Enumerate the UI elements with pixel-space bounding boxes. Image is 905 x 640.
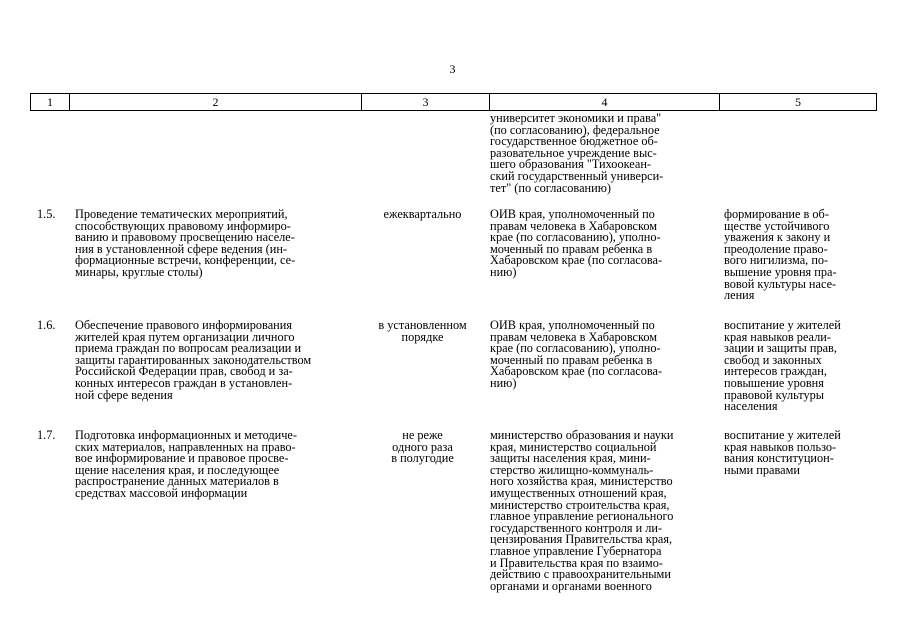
row-1-6-number: 1.6. — [37, 318, 56, 332]
table-header-row — [30, 93, 877, 111]
row-1-5-executors: ОИВ края, уполномоченный по правам человека в Хабаровском крае (по согласованию), уполно- моченный по правам ребенка в Хабаровском крае (по согласова- нию) — [490, 207, 663, 279]
row-1-6-frequency: в установленном порядке — [378, 318, 467, 344]
header-col-4: 4 — [489, 94, 719, 110]
row-1-7-result: воспитание у жителей края навыков пользо- вания конституцион- ными правами — [724, 428, 841, 477]
page-number: 3 — [449, 62, 456, 76]
row-1-6-result: воспитание у жителей края навыков реали- зации и защиты прав, свобод и законных интересов граждан, повышение уровня правовой культуры населения — [724, 318, 841, 414]
row-1-7-number: 1.7. — [37, 428, 56, 442]
row-1-7-description: Подготовка информационных и методиче- ских материалов, направленных на право- вое информирование и правовое просве- щение населения края, и последующее распространение данных материалов в средствах массовой информации — [75, 428, 297, 500]
header-col-3: 3 — [361, 94, 489, 110]
row-1-6-description: Обеспечение правового информирования жителей края путем организации личного приема граждан по вопросам реализации и защиты гарантированных законодательством Российской Федерации прав, свобод и за- конных интересов граждан в установлен- ной сфере ведения — [75, 318, 312, 402]
row-1-5-number: 1.5. — [37, 207, 56, 221]
row-1-5-frequency: ежеквартально — [383, 207, 462, 221]
row-1-5-result: формирование в об- ществе устойчивого уважения к закону и преодоление право- вого нигилизма, по- вышение уровня пра- вовой культуры насе- ления — [724, 207, 837, 303]
row-1-6-executors: ОИВ края, уполномоченный по правам человека в Хабаровском крае (по согласованию), уполно- моченный по правам ребенка в Хабаровском крае (по согласова- нию) — [490, 318, 663, 390]
continuation-executors: университет экономики и права" (по согласованию), федеральное государственное бюджетное об- разовательное учреждение выс- шего образования "Тихоокеан- ский государственный универси- тет" (по согласованию) — [490, 111, 664, 195]
header-col-2: 2 — [69, 94, 361, 110]
row-1-7-frequency: не реже одного раза в полугодие — [391, 428, 454, 466]
header-col-5: 5 — [719, 94, 876, 110]
row-1-5-description: Проведение тематических мероприятий, способствующих правовому информиро- ванию и правовому просвещению населе- ния в установленной сфере ведения (ин- формационные встречи, конференции, се- минары, круглые столы) — [75, 207, 296, 279]
row-1-7-executors: министерство образования и науки края, министерство социальной защиты населения края, мини- стерство жилищно-коммуналь- ного хозяйства края, министерство имущественных отношений края, министерство строительства края, главное управление регионального государственного контроля и ли- цензирования Правительства края, главное управление Губернатора и Правительства края по взаимо- действию с правоохранительными органами и органами военного — [490, 428, 674, 593]
header-col-1: 1 — [47, 95, 53, 109]
